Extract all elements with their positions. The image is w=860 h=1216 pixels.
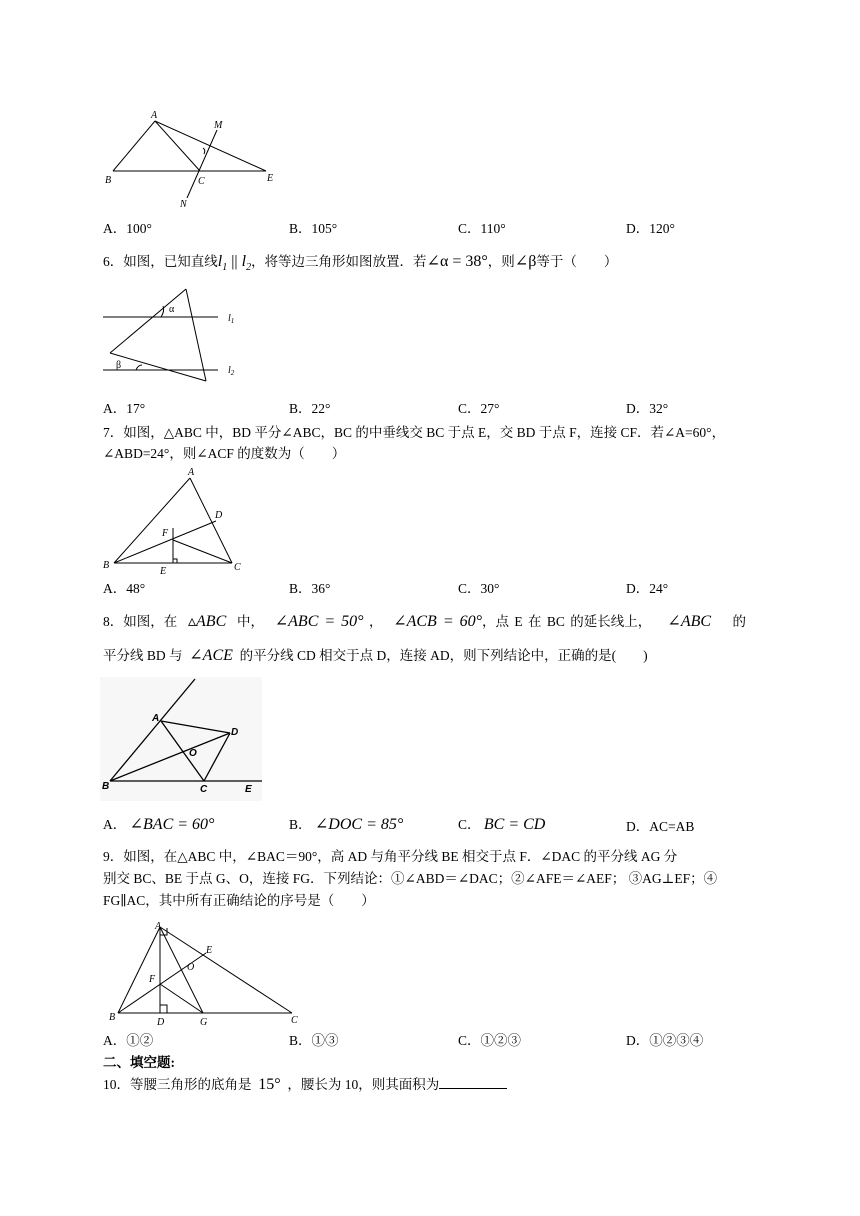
q5-label-A: A <box>151 110 158 121</box>
q7-label-C: C <box>234 562 241 573</box>
q6-label-l1: $l_1$ <box>228 313 235 325</box>
q7-line1: 7．如图，△ABC 中，BD 平分∠ABC，BC 的中垂线交 BC 于点 E，交 BD 于点 F，连接 CF．若∠A=60°， <box>103 425 726 440</box>
q6-label-alpha: α <box>169 304 175 315</box>
q7-option-a[interactable]: A．48° <box>103 581 146 596</box>
q7-label-F: F <box>162 528 169 539</box>
q9-option-c[interactable]: C．①②③ <box>458 1033 522 1048</box>
q8-line2: 平分线 BD 与 ∠ACE 的平分线 CD 相交于点 D，连接 AD，则下列结论中，正确的是( ) <box>103 647 648 664</box>
q9-figure <box>100 918 310 1028</box>
section-heading-fill-in: 二、填空题: <box>103 1055 175 1070</box>
q9-label-A: A <box>155 921 162 932</box>
q9-line2: 别交 BC、BE 于点 G、O，连接 FG．下列结论：①∠ABD＝∠DAC；②∠AFE＝∠AEF； ③AG⊥EF；④ <box>103 871 718 886</box>
q10-answer-blank[interactable] <box>439 1074 507 1089</box>
q7-label-B: B <box>103 560 110 571</box>
q6-label-l2: $l_2$ <box>228 365 235 377</box>
q9-label-C: C <box>291 1015 298 1026</box>
q8-triangle: ▵ABC <box>188 613 227 630</box>
q9-label-E: E <box>206 945 213 956</box>
q10-question: 10．等腰三角形的底角是 15° ，腰长为 10，则其面积为 <box>103 1074 507 1095</box>
q9-line3: FG∥AC，其中所有正确结论的序号是（ ） <box>103 893 375 908</box>
q9-label-D: D <box>157 1017 165 1028</box>
q6-option-d[interactable]: D．32° <box>626 401 669 416</box>
q5-label-N: N <box>180 199 187 210</box>
q8-figure <box>100 677 262 801</box>
q6-parallel: || <box>227 253 242 270</box>
q8-label-D: D <box>231 727 239 738</box>
q9-option-b[interactable]: B．①③ <box>289 1033 339 1048</box>
q6-text-d: 等于（ ） <box>536 254 618 269</box>
q8-label-C: C <box>200 784 208 795</box>
q6-figure <box>98 285 248 385</box>
q8-label-E: E <box>245 784 252 795</box>
q8-line1: 8．如图，在 ▵ABC 中， ∠ABC = 50° ， ∠ACB = 60°，点 E 在 BC 的延长线上， ∠ABC 的 <box>103 613 747 630</box>
q7-line2: ∠ABD=24°，则∠ACF 的度数为（ ） <box>103 446 346 461</box>
q8-angle-abc-2: ∠ABC <box>667 613 712 630</box>
q7-label-E: E <box>160 566 167 577</box>
q6-text-b: ，将等边三角形如图放置．若 <box>251 254 427 269</box>
q6-text-a: 6．如图，已知直线 <box>103 254 218 269</box>
q9-line1: 9．如图，在△ABC 中，∠BAC＝90°，高 AD 与角平分线 BE 相交于点 F．∠DAC 的平分线 AG 分 <box>103 849 678 864</box>
q5-option-c[interactable]: C．110° <box>458 221 506 236</box>
q7-figure <box>100 465 250 577</box>
q7-label-A: A <box>188 467 195 478</box>
q6-option-b[interactable]: B．22° <box>289 401 331 416</box>
q10-angle: 15° <box>258 1076 281 1093</box>
q6-l1: $l_1$ <box>217 253 228 274</box>
q9-label-G: G <box>200 1017 208 1028</box>
q9-label-F: F <box>149 974 156 985</box>
q9-label-B: B <box>109 1012 116 1023</box>
q5-label-E: E <box>267 173 274 184</box>
q8-label-A: A <box>152 713 160 724</box>
q8-label-O: O <box>189 748 197 759</box>
q8-label-B: B <box>102 781 110 792</box>
q5-label-B: B <box>105 175 112 186</box>
q5-option-b[interactable]: B．105° <box>289 221 338 236</box>
q8-angle-acb: ∠ACB = 60° <box>393 613 483 630</box>
q8-angle-abc: ∠ABC = 50° <box>274 613 364 630</box>
q9-option-a[interactable]: A．①② <box>103 1033 154 1048</box>
q5-label-C: C <box>198 176 205 187</box>
q6-question <box>103 252 617 278</box>
q6-option-a[interactable]: A．17° <box>103 401 146 416</box>
q7-option-c[interactable]: C．30° <box>458 581 500 596</box>
q5-option-d[interactable]: D．120° <box>626 221 675 236</box>
q8-option-b[interactable]: B． ∠DOC = 85° <box>289 816 404 833</box>
q7-label-D: D <box>215 510 223 521</box>
q5-figure <box>100 108 290 214</box>
q6-alpha-expr: ∠α = 38° <box>426 253 488 270</box>
q8-option-a[interactable]: A． ∠BAC = 60° <box>103 816 215 833</box>
q5-label-M: M <box>214 120 223 131</box>
q5-option-a[interactable]: A．100° <box>103 221 152 236</box>
q6-label-beta: β <box>116 360 122 371</box>
q6-beta-expr: ∠β <box>514 253 537 270</box>
q9-label-O: O <box>187 962 195 973</box>
q6-l2: $l_2$ <box>241 253 252 274</box>
q8-angle-ace: ∠ACE <box>189 647 233 664</box>
q6-text-c: ，则 <box>487 254 515 269</box>
q8-option-d[interactable]: D．AC=AB <box>626 819 695 834</box>
q6-option-c[interactable]: C．27° <box>458 401 500 416</box>
q9-option-d[interactable]: D．①②③④ <box>626 1033 704 1048</box>
q7-option-d[interactable]: D．24° <box>626 581 669 596</box>
q8-option-c[interactable]: C． BC = CD <box>458 816 546 833</box>
q7-option-b[interactable]: B．36° <box>289 581 331 596</box>
